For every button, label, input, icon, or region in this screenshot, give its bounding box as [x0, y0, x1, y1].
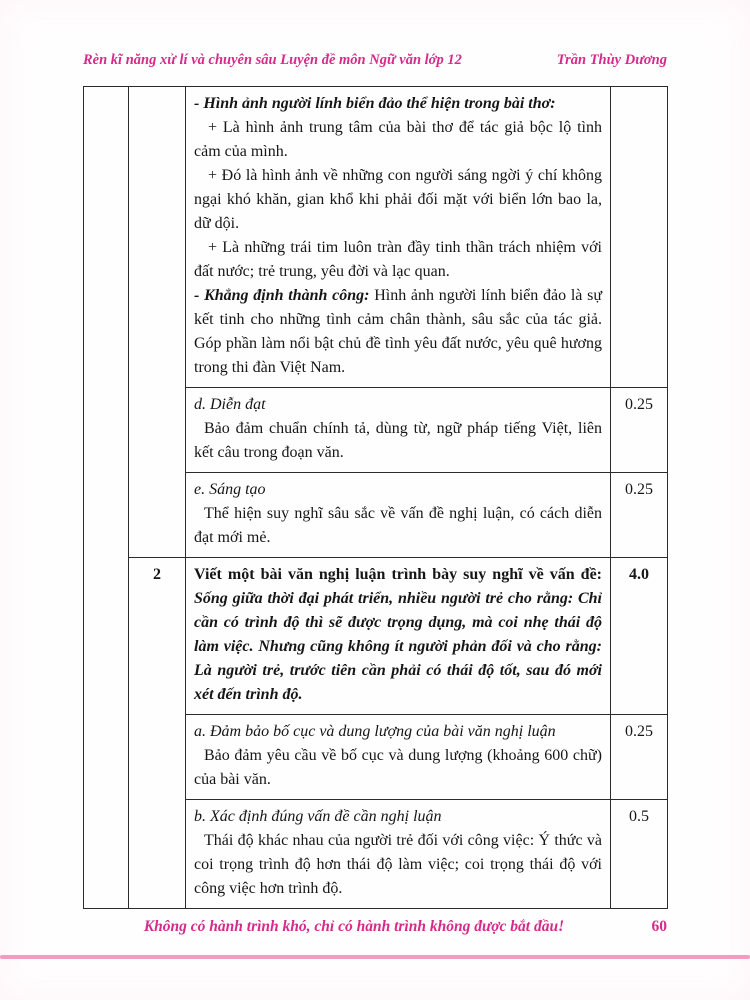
criterion-a-cell	[186, 715, 611, 800]
criterion-body: Bảo đảm yêu cầu về bố cục và dung lượng (khoảng 600 chữ) của bài văn.	[194, 747, 602, 788]
score-cell: 0.25	[611, 473, 668, 558]
running-title: Rèn kĩ năng xử lí và chuyên sâu Luyện đề môn Ngữ văn lớp 12	[83, 52, 462, 68]
criterion-b-cell	[186, 800, 611, 909]
question1-number-cell	[129, 87, 186, 558]
question2-number-cell: 2	[129, 558, 186, 909]
criterion-heading: a. Đảm bảo bố cục và dung lượng của bài văn nghị luận	[194, 723, 556, 740]
analysis-bullet: + Đó là hình ảnh về những con người sáng ngời ý chí không ngại khó khăn, gian khổ khi phải đối mặt với biển lớn bao la, dữ dội.	[194, 167, 602, 232]
criterion-d-cell	[186, 388, 611, 473]
question2-prompt-cell	[186, 558, 611, 715]
analysis-bullet: + Là những trái tim luôn tràn đầy tinh thần trách nhiệm với đất nước; trẻ trung, yêu đời và lạc quan.	[194, 239, 602, 280]
criterion-heading: e. Sáng tạo	[194, 481, 266, 498]
prompt-lead: Viết một bài văn nghị luận trình bày suy nghĩ về vấn đề:	[194, 566, 602, 583]
criterion-heading: d. Diễn đạt	[194, 396, 266, 413]
question2-prompt	[194, 563, 602, 707]
score-cell: 0.25	[611, 388, 668, 473]
table-row	[84, 87, 668, 388]
prompt-statement: Sống giữa thời đại phát triển, nhiều người trẻ cho rằng: Chỉ cần có trình độ thì sẽ được trọng dụng, mà coi nhẹ thái độ làm việc. Nhưng cũng không ít người phản đối và cho rằng: Là người trẻ, trước tiên cần phải có thái độ tốt, sau đó mới xét đến trình độ.	[194, 590, 602, 703]
analysis-heading: - Hình ảnh người lính biển đảo thể hiện trong bài thơ:	[194, 95, 556, 112]
grading-rubric-table	[83, 86, 668, 909]
criterion-heading: b. Xác định đúng vấn đề cần nghị luận	[194, 808, 442, 825]
page-header	[83, 50, 667, 70]
page-number: 60	[651, 918, 667, 935]
score-cell: 0.5	[611, 800, 668, 909]
decorative-pink-rule	[0, 955, 750, 959]
criterion-body: Thái độ khác nhau của người trẻ đối với công việc: Ý thức và coi trọng trình độ hơn thái độ làm việc; coi trọng thái độ với công việc hơn trình độ.	[194, 832, 602, 897]
criterion-body: Bảo đảm chuẩn chính tả, dùng từ, ngữ pháp tiếng Việt, liên kết câu trong đoạn văn.	[194, 420, 602, 461]
score-cell: 0.25	[611, 715, 668, 800]
criterion-body: Thể hiện suy nghĩ sâu sắc về vấn đề nghị luận, có cách diễn đạt mới mẻ.	[194, 505, 602, 546]
analysis-bullet: + Là hình ảnh trung tâm của bài thơ để tác giả bộc lộ tình cảm của mình.	[194, 119, 602, 160]
section-column-cell	[84, 87, 129, 909]
author-name: Trần Thùy Dương	[556, 52, 667, 68]
criterion-e-cell	[186, 473, 611, 558]
page-footer	[83, 916, 667, 938]
conclusion-text: Hình ảnh người lính biển đảo là sự kết tinh cho những tình cảm chân thành, sâu sắc của tác giả. Góp phần làm nổi bật chủ đề tình yêu đất nước, yêu quê hương trong thi đàn Việt Nam.	[194, 287, 602, 376]
footer-quote: Không có hành trình khó, chỉ có hành trình không được bắt đầu!	[143, 918, 565, 935]
table-row	[84, 558, 668, 715]
analysis-conclusion	[194, 284, 602, 380]
conclusion-lead: - Khẳng định thành công:	[194, 287, 375, 304]
score-cell-empty	[611, 87, 668, 388]
question1-analysis-cell	[186, 87, 611, 388]
score-cell: 4.0	[611, 558, 668, 715]
